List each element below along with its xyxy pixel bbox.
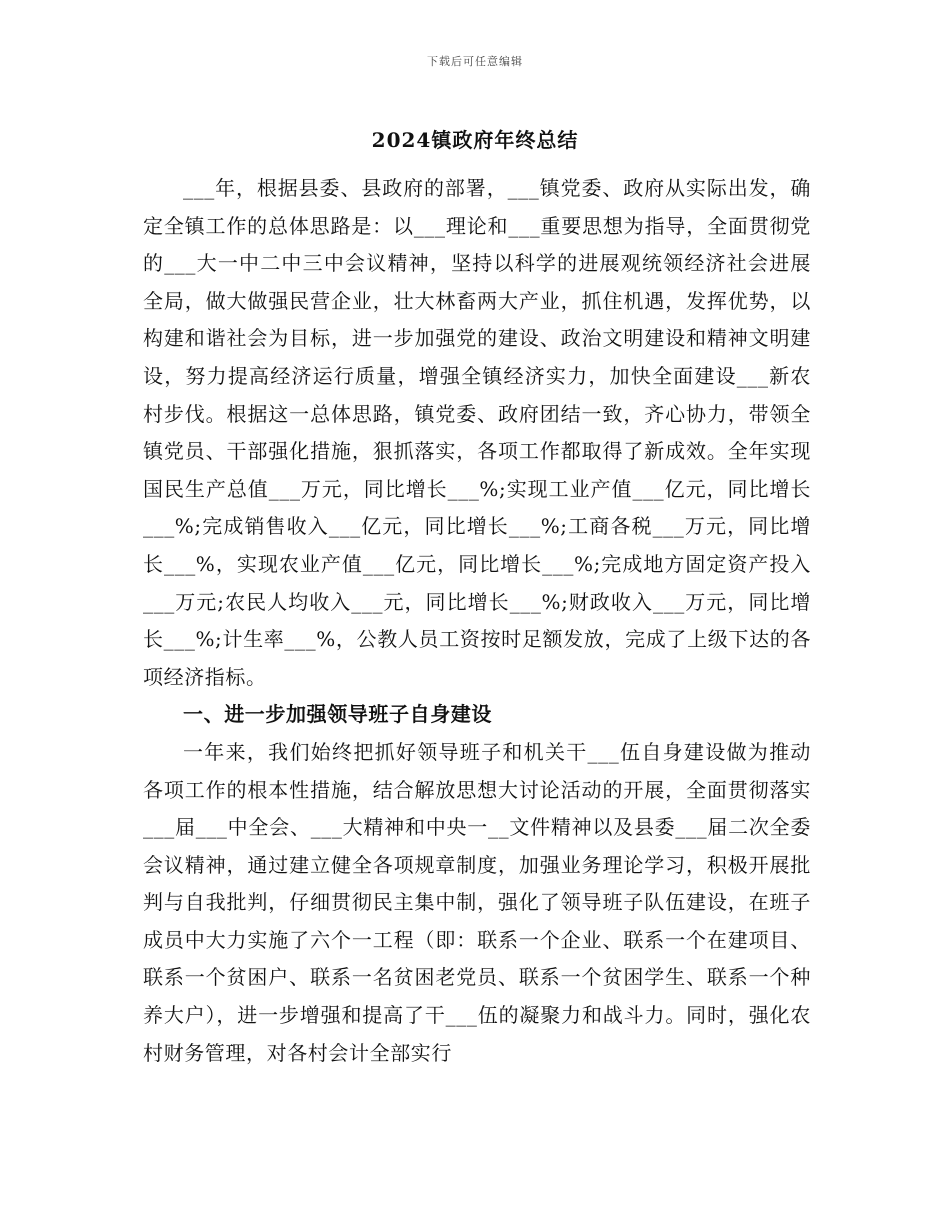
section-paragraph: 一年来，我们始终把抓好领导班子和机关干___伍自身建设做为推动各项工作的根本性措施，结合解放思想大讨论活动的开展，全面贯彻落实___届___中全会、___大精神和中央一__文件精神以及县委___届二次全委会议精神，通过建立健全各项规章制度，加强业务理论学习，积极开展批判与自我批判，仔细贯彻民主集中制，强化了领导班子队伍建设，在班子成员中大力实施了六个一工程（即：联系一个企业、联系一个在建项目、联系一个贫困户、联系一名贫困老党员、联系一个贫困学生、联系一个种养大户），进一步增强和提高了干___伍的凝聚力和战斗力。同时，强化农村财务管理，对各村会计全部实行 <box>143 739 811 1065</box>
document-body <box>143 170 811 1072</box>
document-title: 2024镇政府年终总结 <box>371 128 579 152</box>
header-note: 下载后可任意编辑 <box>427 55 523 68</box>
intro-paragraph: ___年，根据县委、县政府的部署，___镇党委、政府从实际出发，确定全镇工作的总体思路是：以___理论和___重要思想为指导，全面贯彻党的___大一中二中三中会议精神，坚持以科学的进展观统领经济社会进展全局，做大做强民营企业，壮大林畜两大产业，抓住机遇，发挥优势，以构建和谐社会为目标，进一步加强党的建设、政治文明建设和精神文明建设，努力提高经济运行质量，增强全镇经济实力，加快全面建设___新农村步伐。根据这一总体思路，镇党委、政府团结一致，齐心协力，带领全镇党员、干部强化措施，狠抓落实，各项工作都取得了新成效。全年实现国民生产总值___万元，同比增长___%;实现工业产值___亿元，同比增长___%;完成销售收入___亿元，同比增长___%;工商各税___万元，同比增长___%，实现农业产值___亿元，同比增长___%;完成地方固定资产投入___万元;农民人均收入___元，同比增长___%;财政收入___万元，同比增长___%;计生率___%，公教人员工资按时足额发放，完成了上级下达的各项经济指标。 <box>143 176 811 689</box>
section-heading: 一、进一步加强领导班子自身建设 <box>183 702 492 727</box>
